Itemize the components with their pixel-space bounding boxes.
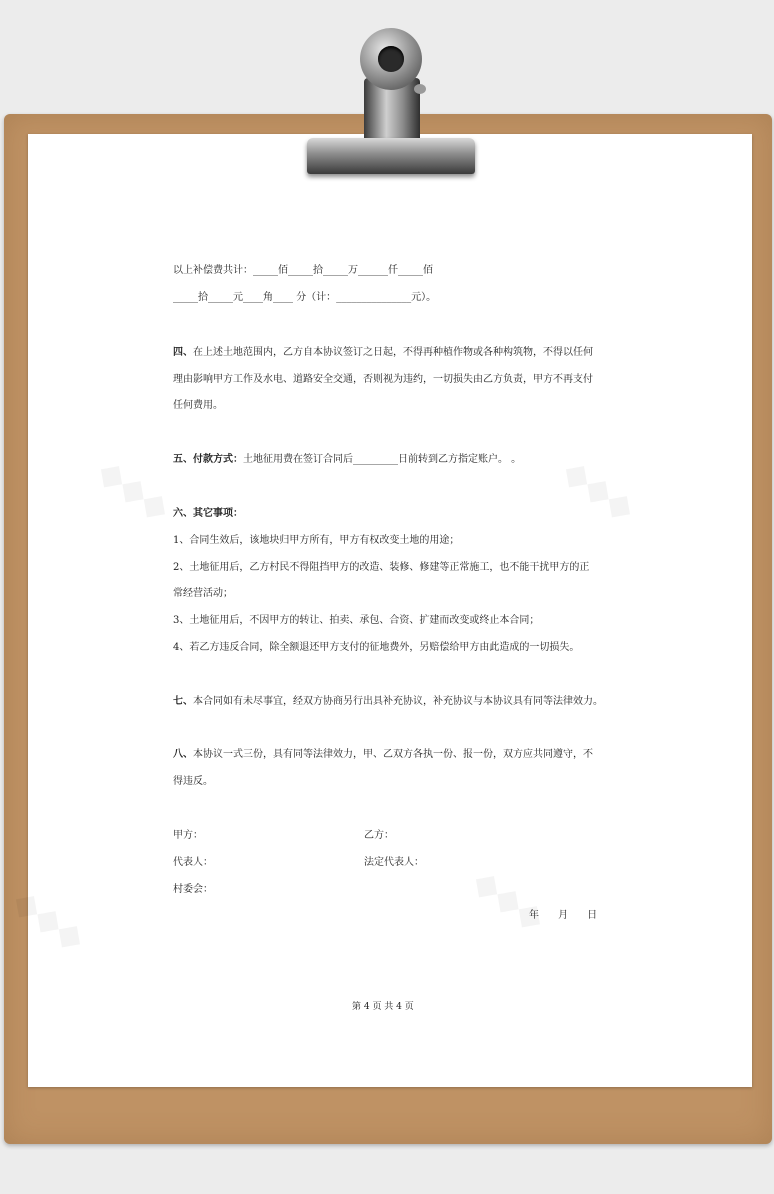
page-number: 第 4 页 共 4 页 — [352, 1002, 414, 1012]
section-8-heading: 八、 — [173, 749, 193, 760]
section-8-line-1 — [173, 749, 593, 761]
section-4-text: 在上述土地范围内，乙方自本协议签订之日起，不得再种植作物或各种构筑物，不得以任何 — [193, 347, 593, 358]
section-5-heading: 五、付款方式： — [173, 454, 243, 465]
section-6-item-1: 1、合同生效后，该地块归甲方所有，甲方有权改变土地的用途； — [173, 535, 460, 546]
party-b-label: 乙方： — [364, 830, 394, 841]
compensation-total-line-1: 以上补偿费共计：_____佰_____拾_____万______仟_____佰 — [173, 265, 433, 276]
party-a-label: 甲方： — [173, 830, 203, 841]
section-4-line-2: 理由影响甲方工作及水电、道路安全交通，否则视为违约，一切损失由乙方负责，甲方不再支付 — [173, 374, 593, 385]
section-7 — [173, 696, 603, 708]
section-4-line-3: 任何费用。 — [173, 400, 223, 411]
clip-base — [307, 138, 475, 174]
village-committee-label: 村委会： — [173, 884, 213, 895]
section-5-text: 土地征用费在签订合同后_________日前转到乙方指定账户。 。 — [243, 454, 522, 465]
section-6-item-3: 3、土地征用后，不因甲方的转让、拍卖、承包、合资、扩建而改变或终止本合同； — [173, 615, 540, 626]
section-4-heading: 四、 — [173, 347, 193, 358]
section-6-item-4: 4、若乙方违反合同，除全额退还甲方支付的征地费外，另赔偿给甲方由此造成的一切损失。 — [173, 642, 580, 653]
compensation-total-line-2: _____拾_____元____角____ 分（计：_______________元）。 — [173, 292, 437, 303]
section-8-text: 本协议一式三份，具有同等法律效力，甲、乙双方各执一份、报一份，双方应共同遵守，不 — [193, 749, 593, 760]
representative-label: 代表人： — [173, 857, 213, 868]
clip-hinge — [414, 84, 426, 94]
clip-ring-hole — [378, 46, 404, 72]
section-6-item-2-line-1: 2、土地征用后，乙方村民不得阻挡甲方的改造、装修、修建等正常施工，也不能干扰甲方的正 — [173, 562, 590, 573]
date-line: 年 月 日 — [529, 910, 598, 921]
section-7-text: 本合同如有未尽事宜，经双方协商另行出具补充协议，补充协议与本协议具有同等法律效力。 — [193, 696, 603, 707]
section-7-heading: 七、 — [173, 696, 193, 707]
section-8-line-2: 得违反。 — [173, 776, 213, 787]
section-4-line-1 — [173, 347, 593, 359]
legal-representative-label: 法定代表人： — [364, 857, 424, 868]
section-6-item-2-line-2: 常经营活动； — [173, 588, 233, 599]
section-6-heading: 六、其它事项： — [173, 508, 243, 519]
section-5 — [173, 454, 521, 466]
